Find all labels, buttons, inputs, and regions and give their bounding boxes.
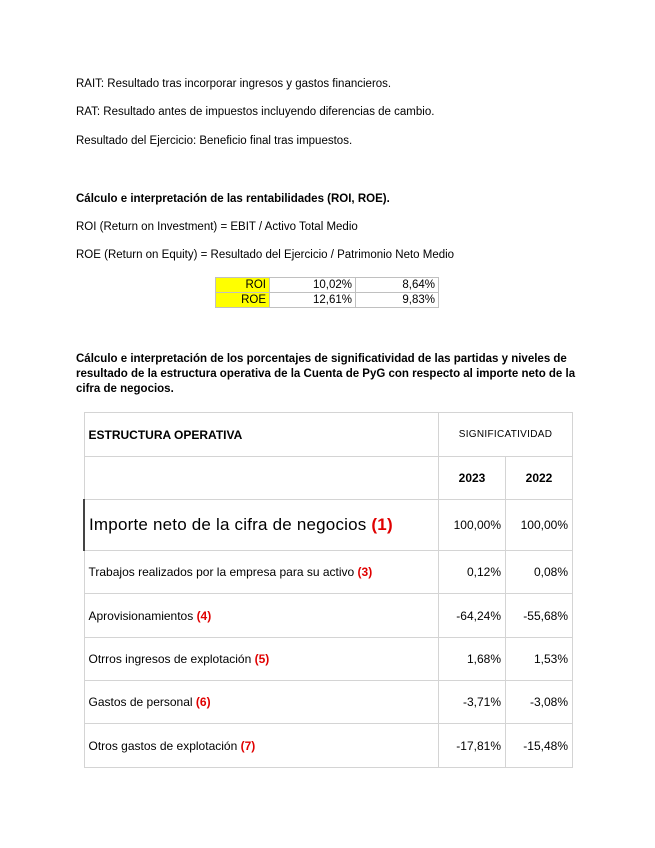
concept-label: Otros gastos de explotación [88, 738, 238, 753]
concept-label: Otrros ingresos de explotación [88, 652, 252, 666]
concept-cell [84, 724, 439, 768]
value-2022: -15,48% [506, 724, 573, 768]
value-2023: -3,71% [439, 681, 506, 724]
value-2022: 0,08% [506, 551, 573, 594]
table-row [84, 500, 573, 551]
roi-roe-table [215, 277, 439, 308]
year-2023: 2023 [439, 457, 506, 500]
value-2022: -55,68% [506, 594, 573, 638]
concept-label: Gastos de personal [88, 695, 193, 709]
concept-label: Importe neto de la cifra de negocios [89, 515, 367, 534]
table-header-row [84, 413, 573, 457]
concept-label: Trabajos realizados por la empresa para su activo [88, 565, 355, 579]
concept-cell [84, 638, 439, 681]
roe-value-2: 9,83% [356, 293, 439, 308]
concept-cell [84, 500, 439, 551]
header-significatividad: SIGNIFICATIVIDAD [439, 413, 573, 457]
definition-rait: RAIT: Resultado tras incorporar ingresos y gastos financieros. [76, 78, 392, 90]
concept-cell [84, 681, 439, 724]
estructura-operativa-table [83, 412, 573, 768]
value-2023: 100,00% [439, 500, 506, 551]
year-2022: 2022 [506, 457, 573, 500]
table-row [84, 594, 573, 638]
value-2023: 1,68% [439, 638, 506, 681]
significatividad-title: Cálculo e interpretación de los porcentajes de significatividad de las partidas y niveles de resultado de la estructura operativa de la Cuenta de PyG con respecto al importe neto de la cifra de negocios. [76, 353, 576, 395]
concept-label: Aprovisionamientos [88, 608, 194, 623]
value-2023: 0,12% [439, 551, 506, 594]
table-row [84, 724, 573, 768]
empty-cell [84, 457, 439, 500]
note-ref: (6) [195, 695, 211, 709]
header-estructura: ESTRUCTURA OPERATIVA [84, 413, 439, 457]
value-2023: -64,24% [439, 594, 506, 638]
concept-cell [84, 594, 439, 638]
definition-resultado: Resultado del Ejercicio: Beneficio final tras impuestos. [76, 135, 353, 147]
table-row [84, 638, 573, 681]
roe-formula: ROE (Return on Equity) = Resultado del Ejercicio / Patrimonio Neto Medio [76, 249, 455, 261]
note-ref: (5) [254, 652, 270, 666]
roe-label: ROE [216, 293, 270, 308]
table-row [84, 681, 573, 724]
table-row [216, 278, 439, 293]
table-year-row [84, 457, 573, 500]
concept-cell [84, 551, 439, 594]
roi-label: ROI [216, 278, 270, 293]
rentabilidades-title: Cálculo e interpretación de las rentabilidades (ROI, ROE). [76, 193, 390, 205]
value-2022: 1,53% [506, 638, 573, 681]
value-2022: 100,00% [506, 500, 573, 551]
value-2023: -17,81% [439, 724, 506, 768]
value-2022: -3,08% [506, 681, 573, 724]
table-row [84, 551, 573, 594]
table-row [216, 293, 439, 308]
definition-rat: RAT: Resultado antes de impuestos incluyendo diferencias de cambio. [76, 106, 435, 118]
note-ref: (7) [240, 738, 256, 753]
note-ref: (1) [371, 515, 393, 534]
roi-formula: ROI (Return on Investment) = EBIT / Activo Total Medio [76, 221, 358, 233]
roe-value-1: 12,61% [270, 293, 356, 308]
note-ref: (4) [196, 608, 212, 623]
note-ref: (3) [357, 565, 373, 579]
roi-value-2: 8,64% [356, 278, 439, 293]
roi-value-1: 10,02% [270, 278, 356, 293]
